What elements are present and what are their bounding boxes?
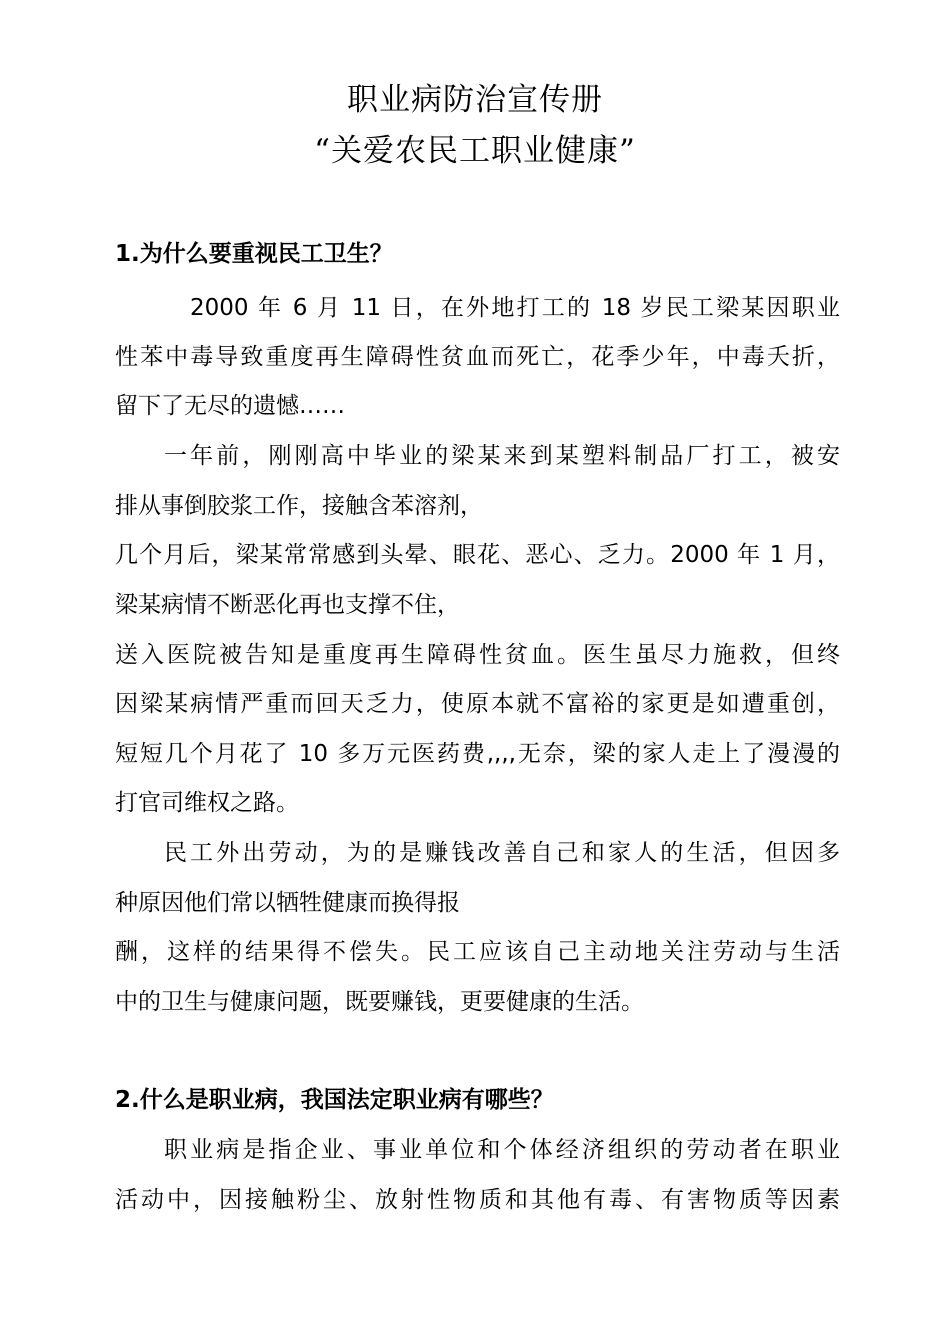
section-2-heading: 2.什么是职业病，我国法定职业病有哪些？ [115,1087,554,1113]
paragraph-line: 梁某病情不断恶化再也支撑不住， [115,592,460,618]
section-1-heading: 1.为什么要重视民工卫生？ [115,241,393,267]
paragraph-line: 2000 年 6 月 11 日，在外地打工的 18 岁民工梁某因职业 [190,295,840,321]
paragraph-line: 中的卫生与健康问题，既要赚钱，更要健康的生活。 [115,989,644,1015]
paragraph-line: 酬，这样的结果得不偿失。民工应该自己主动地关注劳动与生活 [115,939,840,965]
paragraph-line: 因梁某病情严重而回天乏力，使原本就不富裕的家更是如遭重创， [115,691,840,717]
paragraph-line: 送入医院被告知是重度再生障碍性贫血。医生虽尽力施救，但终 [115,642,840,668]
paragraph-line: 职业病是指企业、事业单位和个体经济组织的劳动者在职业 [164,1137,840,1163]
paragraph-line: 种原因他们常以牺牲健康而换得报 [115,890,460,916]
paragraph-line: 几个月后，梁某常常感到头晕、眼花、恶心、乏力。2000 年 1 月， [115,542,840,568]
paragraph-line: 民工外出劳动，为的是赚钱改善自己和家人的生活，但因多 [164,840,840,866]
paragraph-line: 排从事倒胶浆工作，接触含苯溶剂， [115,493,483,519]
paragraph-line: 活动中，因接触粉尘、放射性物质和其他有毒、有害物质等因素 [115,1187,840,1213]
paragraph-line: 短短几个月花了 10 多万元医药费,,,,无奈，梁的家人走上了漫漫的 [115,741,840,767]
paragraph-line: 性苯中毒导致重度再生障碍性贫血而死亡，花季少年，中毒夭折， [115,344,840,370]
document-title: 职业病防治宣传册 [347,82,603,118]
paragraph-line: 留下了无尽的遗憾…… [115,393,345,419]
document-subtitle: “关爱农民工职业健康” [314,133,636,169]
paragraph-line: 一年前，刚刚高中毕业的梁某来到某塑料制品厂打工，被安 [164,443,840,469]
paragraph-line: 打官司维权之路。 [115,790,299,816]
